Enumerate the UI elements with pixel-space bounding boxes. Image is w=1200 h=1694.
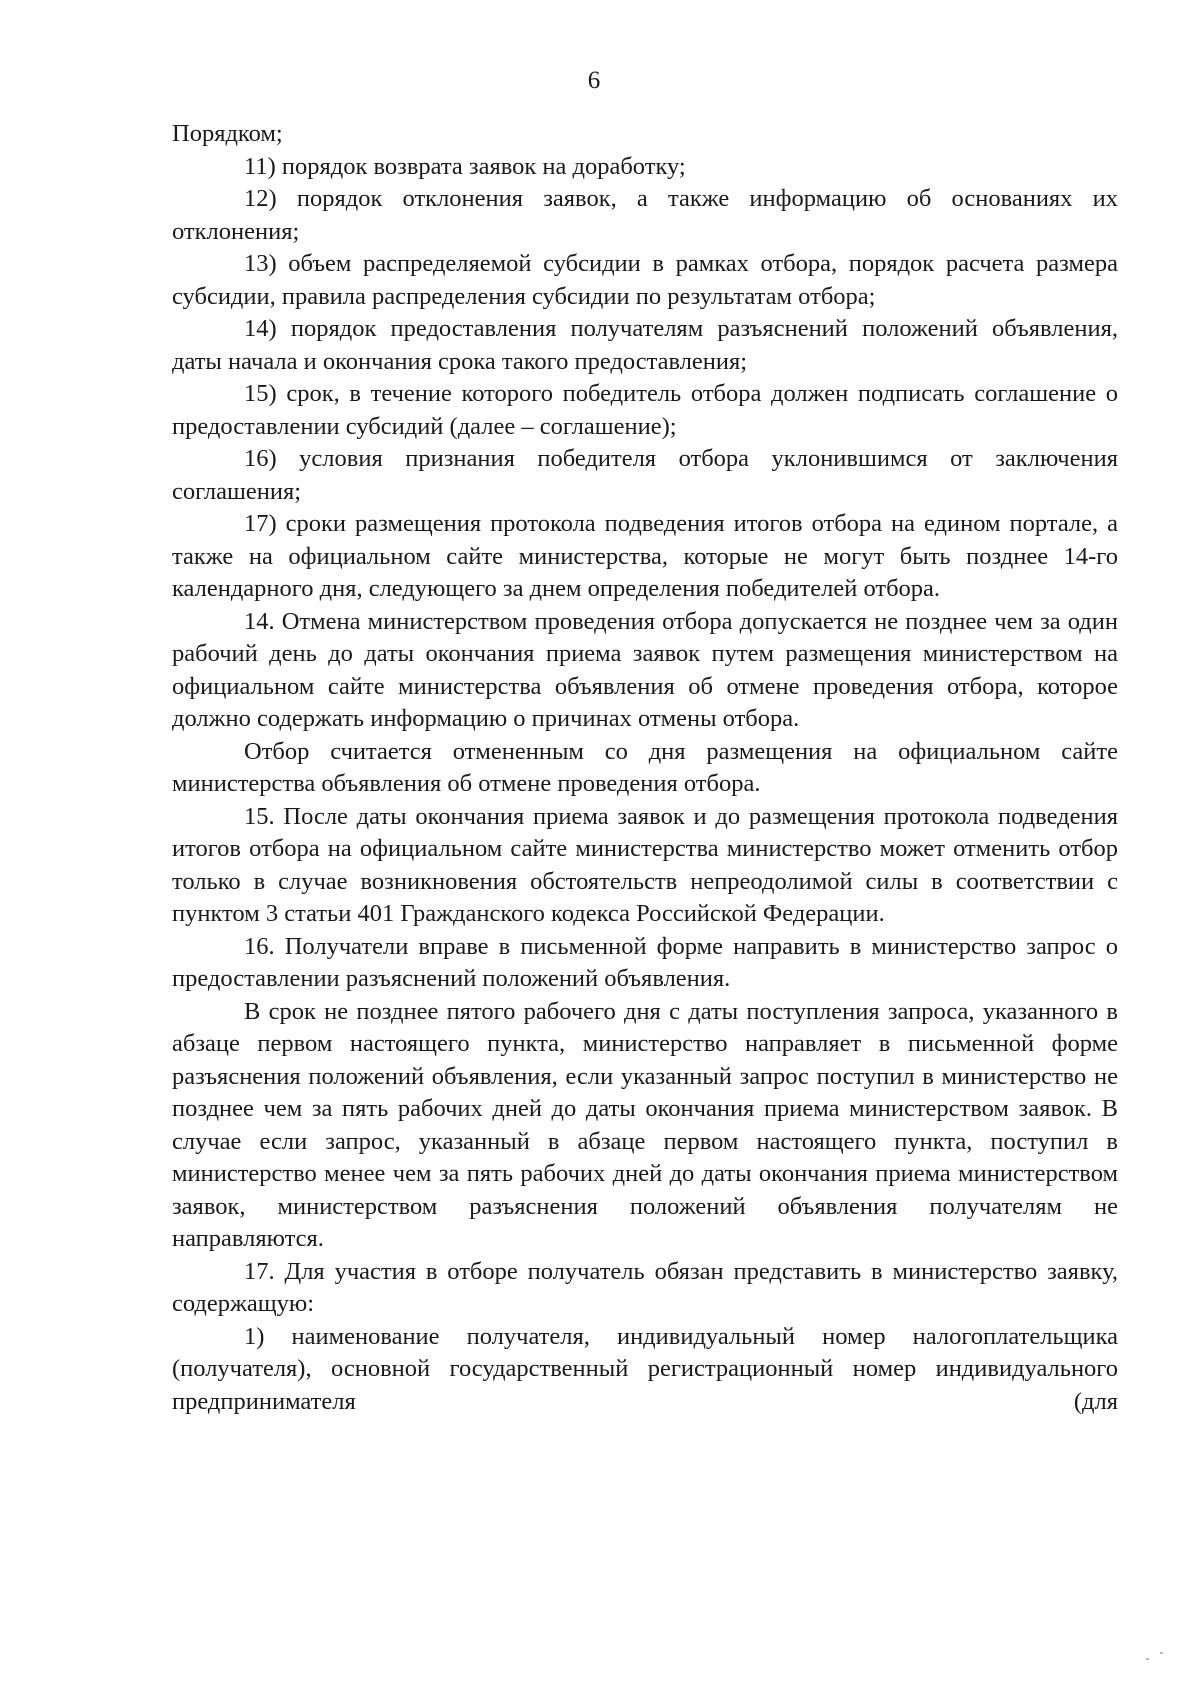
paragraph: 14. Отмена министерством проведения отбора допускается не позднее чем за один рабочий день до даты окончания приема заявок путем размещения министерством на официальном сайте министерства объявления об отмене проведения отбора, которое должно содержать информацию о причинах отмены отбора.: [172, 607, 1118, 732]
scan-speck: [1160, 1652, 1163, 1654]
page-number: 6: [587, 67, 601, 94]
paragraph: 1) наименование получателя, индивидуальный номер налогоплательщика (получателя), основной государственный регистрационный номер индивидуального предпринимателя (для: [172, 1322, 1118, 1415]
paragraph: 14) порядок предоставления получателям разъяснений положений объявления, даты начала и окончания срока такого предоставления;: [172, 315, 1118, 375]
scan-speck: [1146, 1658, 1149, 1660]
paragraph: 13) объем распределяемой субсидии в рамках отбора, порядок расчета размера субсидии, правила распределения субсидии по результатам отбора;: [172, 250, 1118, 310]
paragraph: 11) порядок возврата заявок на доработку;: [244, 152, 686, 180]
paragraph: 12) порядок отклонения заявок, а также информацию об основаниях их отклонения;: [172, 185, 1118, 245]
paragraph: 16. Получатели вправе в письменной форме направить в министерство запрос о предоставлении разъяснений положений объявления.: [172, 932, 1118, 992]
paragraph: 17) сроки размещения протокола подведения итогов отбора на едином портале, а также на официальном сайте министерства, которые не могут быть позднее 14-го календарного дня, следующего за днем определения победителей отбора.: [172, 510, 1118, 602]
paragraph: 15) срок, в течение которого победитель отбора должен подписать соглашение о предоставлении субсидий (далее – соглашение);: [172, 380, 1118, 440]
paragraph: В срок не позднее пятого рабочего дня с даты поступления запроса, указанного в абзаце первом настоящего пункта, министерство направляет в письменной форме разъяснения положений объявления, если указанный запрос поступил в министерство не позднее чем за пять рабочих дней до даты окончания приема министерством заявок. В случае если запрос, указанный в абзаце первом настоящего пункта, поступил в министерство менее чем за пять рабочих дней до даты окончания приема министерством заявок, министерством разъяснения положений объявления получателям не направляются.: [172, 997, 1118, 1252]
document-body: [172, 118, 1118, 1418]
paragraph: Отбор считается отмененным со дня размещения на официальном сайте министерства объявления об отмене проведения отбора.: [172, 737, 1118, 797]
paragraph: 15. После даты окончания приема заявок и до размещения протокола подведения итогов отбора на официальном сайте министерства министерство может отменить отбор только в случае возникновения обстоятельств непреодолимой силы в соответствии с пунктом 3 статьи 401 Гражданского кодекса Российской Федерации.: [172, 802, 1118, 927]
paragraph: 17. Для участия в отборе получатель обязан представить в министерство заявку, содержащую:: [172, 1257, 1118, 1317]
paragraph: 16) условия признания победителя отбора уклонившимся от заключения соглашения;: [172, 445, 1118, 505]
paragraph: Порядком;: [172, 120, 283, 147]
